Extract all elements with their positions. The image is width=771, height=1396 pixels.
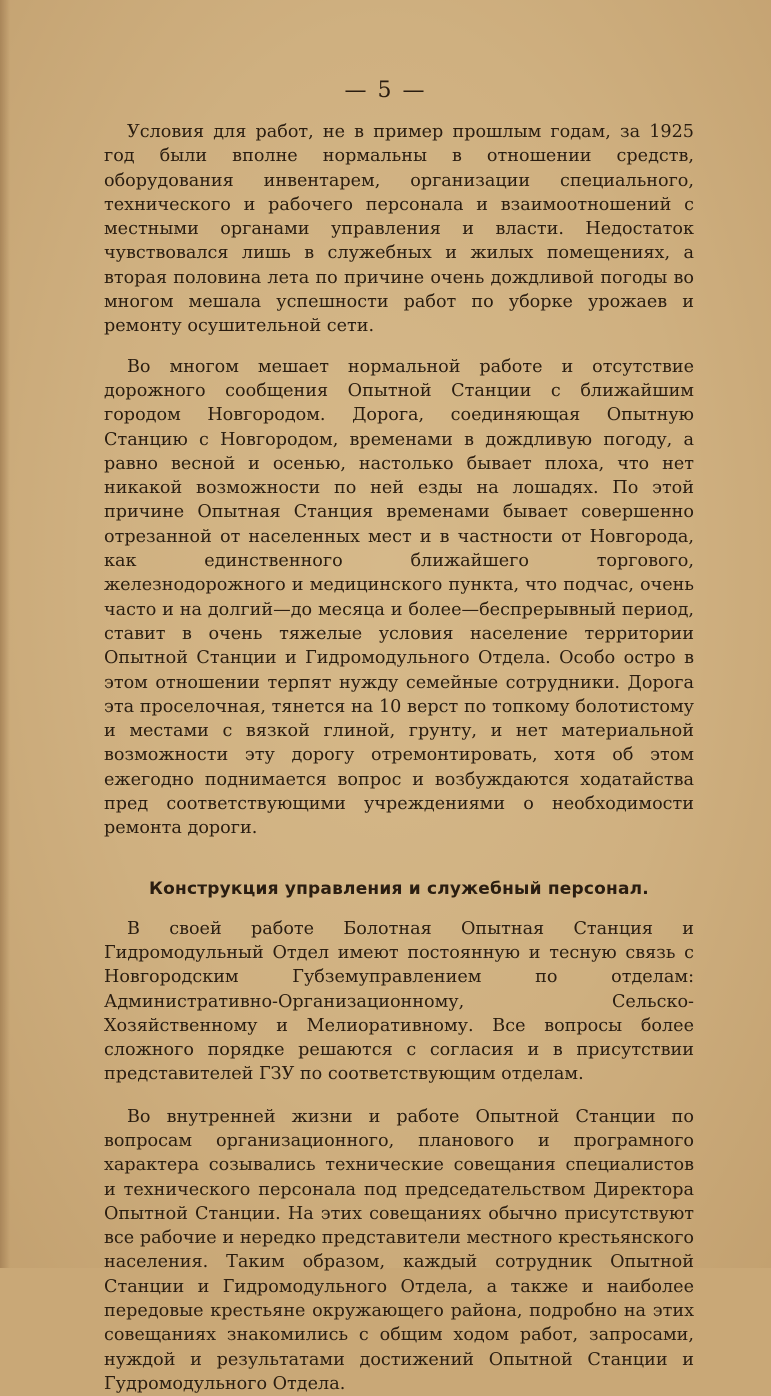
paragraph-technical-meetings: Во внутренней жизни и работе Опытной Станции по вопросам организационного, планового и програмного характера созывались технические совещания специалистов и технического персонала под председательством Директора Опытной Станции. На этих совещаниях обычно присутствуют все рабочие и нередко представители местного крестьянского населения. Таким образом, каждый сотрудник Опытной Станции и Гидромодульного Отдела, а также и наиболее передовые крестьяне окружающего района, подробно на этих совещаниях знакомились с общим ходом работ, запросами, нуждой и результатами достижений Опытной Станции и Гудромодульного Отдела. bbox=[104, 1106, 694, 1394]
page-edge-shadow bbox=[0, 0, 10, 1268]
paragraph-management-structure: В своей работе Болотная Опытная Станция и Гидромодульный Отдел имеют постоянную и тесную связь с Новгородским Губземуправлением по отделам: Административно-Организационному, Сельско-Хозяйственному и Мелиоративному. Все вопросы более сложного порядке решаются с согласия и в присутствии представителей ГЗУ по соответствующим отделам. bbox=[104, 918, 694, 1085]
paragraph-road-access: Во многом мешает нормальной работе и отсутствие дорожного сообщения Опытной Станции с ближайшим городом Новгородом. Дорога, соединяющая Опытную Станцию с Новгородом, временами в дождливую погоду, а равно весной и осенью, настолько бывает плоха, что нет никакой возможности по ней езды на лошадях. По этой причине Опытная Станция временами бывает совершенно отрезанной от населенных мест и в частности от Новгорода, как единственного ближайшего торгового, железнодорожного и медицинского пункта, что подчас, очень часто и на долгий—до месяца и более—беспрерывный период, ставит в очень тяжелые условия население территории Опытной Станции и Гидромодульного Отдела. Особо остро в этом отношении терпят нужду семейные сотрудники. Дорога эта проселочная, тянется на 10 верст по топкому болотистому и местами с вязкой глиной, грунту, и нет материальной возможности эту дорогу отремонтировать, хотя об этом ежегодно поднимается вопрос и возбуждаются ходатайства пред соответствующими учреждениями о необходимости ремонта дороги. bbox=[104, 356, 694, 839]
section-heading: Конструкция управления и служебный персонал. bbox=[149, 878, 649, 899]
page-number: — 5 — bbox=[344, 78, 427, 103]
paragraph-working-conditions: Условия для работ, не в пример прошлым годам, за 1925 год были вполне нормальны в отношении средств, оборудования инвентарем, организации специального, технического и рабочего персонала и взаимоотношений с местными органами управления и власти. Недостаток чувствовался лишь в служебных и жилых помещениях, а вторая половина лета по причине очень дождливой погоды во многом мешала успешности работ по уборке урожаев и ремонту осушительной сети. bbox=[104, 122, 694, 337]
page-body bbox=[104, 120, 694, 1396]
